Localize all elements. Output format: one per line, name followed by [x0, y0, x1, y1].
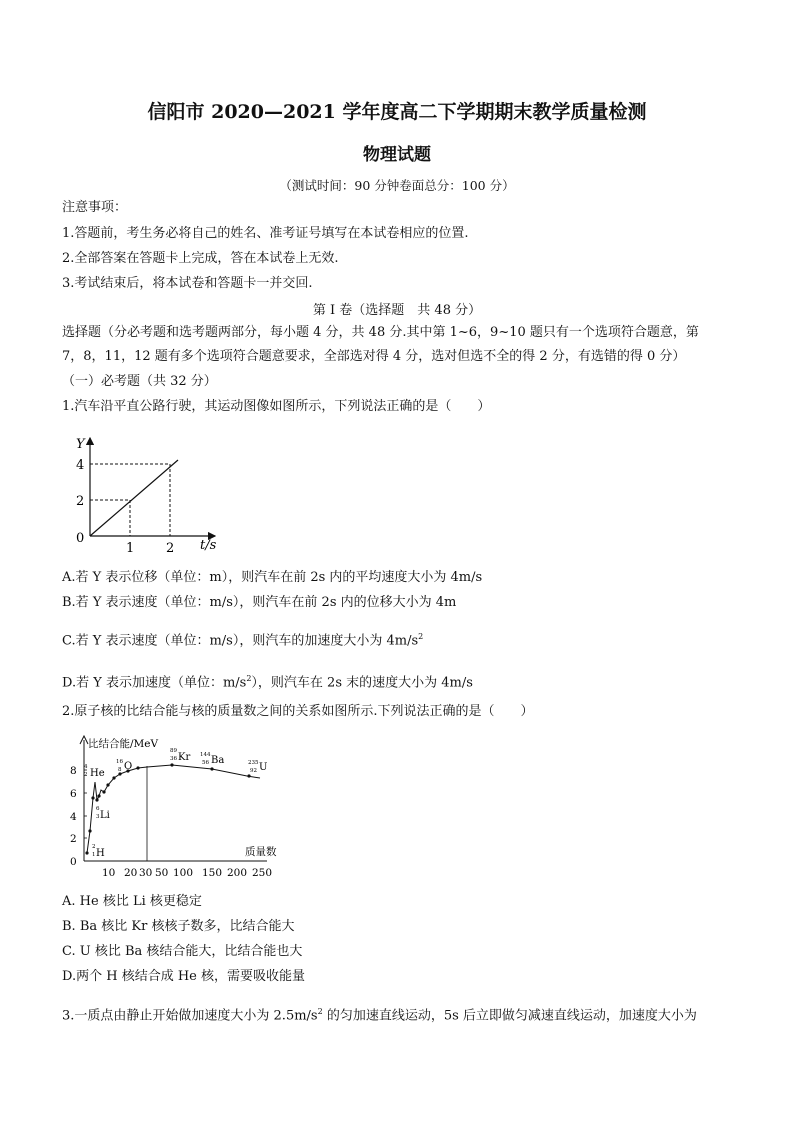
q2-option-b: B. Ba 核比 Kr 核核子数多，比结合能大	[62, 919, 295, 934]
notes-heading: 注意事项：	[62, 200, 128, 215]
svg-text:250: 250	[252, 867, 273, 879]
note-item: 3.考试结束后，将本试卷和答题卡一并交回.	[62, 276, 313, 291]
svg-text:20: 20	[124, 867, 138, 879]
exam-subtitle: 物理试题	[363, 145, 431, 165]
q2-option-c: C. U 核比 Ba 核结合能大，比结合能也大	[62, 944, 303, 959]
svg-text:Ba: Ba	[211, 755, 225, 766]
svg-text:150: 150	[202, 867, 223, 879]
svg-text:He: He	[90, 768, 105, 779]
q1-stem: 1.汽车沿平直公路行驶，其运动图像如图所示，下列说法正确的是（ ）	[62, 399, 491, 414]
q2-option-a: A. He 核比 Li 核更稳定	[62, 894, 202, 909]
svg-text:200: 200	[227, 867, 248, 879]
svg-text:56: 56	[202, 760, 209, 766]
svg-text:4: 4	[70, 811, 77, 823]
q1-option-d: D.若 Y 表示加速度（单位：$m/s^2$），则汽车在 2s 末的速度大小为 4m/s	[62, 674, 473, 691]
svg-text:144: 144	[200, 752, 211, 758]
section-heading: 第 I 卷（选择题 共 48 分）	[312, 303, 482, 318]
svg-text:92: 92	[250, 768, 257, 774]
q1-option-a: A.若 Y 表示位移（单位：m），则汽车在前 2s 内的平均速度大小为 4m/s	[62, 570, 483, 585]
exam-title: 信阳市 2020—2021 学年度高二下学期期末教学质量检测	[147, 101, 647, 123]
q3-stem: 3.一质点由静止开始做加速度大小为 $2.5m/s^2$ 的匀加速直线运动，5s 后立即做匀减速直线运动，加速度大小为	[62, 1007, 697, 1024]
svg-text:6: 6	[70, 788, 77, 800]
svg-text:89: 89	[170, 748, 177, 754]
svg-text:2: 2	[70, 833, 77, 845]
svg-text:Kr: Kr	[178, 752, 191, 763]
svg-text:16: 16	[116, 759, 123, 765]
q1-origin: 0	[76, 531, 85, 546]
svg-text:1: 1	[92, 852, 96, 858]
note-item: 1.答题前，考生务必将自己的姓名、准考证号填写在本试卷相应的位置.	[62, 226, 469, 241]
q1-ytick: 2	[76, 494, 85, 509]
q1-xtick: 2	[166, 541, 175, 556]
svg-text:8: 8	[118, 767, 122, 773]
svg-text:U: U	[259, 762, 268, 773]
svg-text:50: 50	[155, 867, 169, 879]
q2-stem: 2.原子核的比结合能与核的质量数之间的关系如图所示.下列说法正确的是（ ）	[62, 704, 534, 719]
section-intro-line: 7，8，11，12 题有多个选项符合题意要求，全部选对得 4 分，选对但选不全的得 2 分，有选错的得 0 分）	[62, 349, 686, 364]
q2-chart	[62, 730, 282, 880]
svg-text:Li: Li	[100, 810, 110, 821]
svg-text:36: 36	[170, 756, 177, 762]
svg-text:O: O	[124, 761, 133, 772]
note-item: 2.全部答案在答题卡上完成，答在本试卷上无效.	[62, 251, 339, 266]
q1-option-c: C.若 Y 表示速度（单位：m/s），则汽车的加速度大小为 $4m/s^2$	[62, 632, 424, 649]
q1-ytick: 4	[76, 458, 85, 473]
svg-text:3: 3	[96, 814, 100, 820]
svg-text:235: 235	[248, 760, 259, 766]
svg-text:H: H	[96, 848, 105, 859]
section-intro-line: 选择题（分必考题和选考题两部分，每小题 4 分，共 48 分.其中第 1~6，9~10 题只有一个选项符合题意，第	[62, 325, 699, 340]
svg-text:2: 2	[84, 772, 88, 778]
svg-text:100: 100	[173, 867, 194, 879]
q1-ylabel: Y	[76, 437, 85, 452]
q1-xtick: 1	[126, 541, 135, 556]
part-heading: （一）必考题（共 32 分）	[62, 374, 217, 389]
q2-ylabel: 比结合能/MeV	[88, 738, 159, 750]
svg-text:10: 10	[102, 867, 116, 879]
svg-text:6: 6	[96, 806, 100, 812]
q1-option-b: B.若 Y 表示速度（单位：m/s），则汽车在前 2s 内的位移大小为 4m	[62, 595, 457, 610]
q1-line	[90, 460, 178, 536]
svg-text:30: 30	[139, 867, 153, 879]
svg-text:8: 8	[70, 765, 77, 777]
q2-option-d: D.两个 H 核结合成 He 核，需要吸收能量	[62, 969, 305, 984]
svg-text:2: 2	[92, 844, 96, 850]
svg-text:0: 0	[70, 856, 77, 868]
q2-xlabel: 质量数	[245, 846, 277, 858]
exam-meta: （测试时间：90 分钟卷面总分：100 分）	[279, 178, 515, 193]
svg-text:4: 4	[84, 764, 88, 770]
q1-graph	[60, 432, 230, 557]
q1-xlabel: t/s	[200, 538, 217, 553]
